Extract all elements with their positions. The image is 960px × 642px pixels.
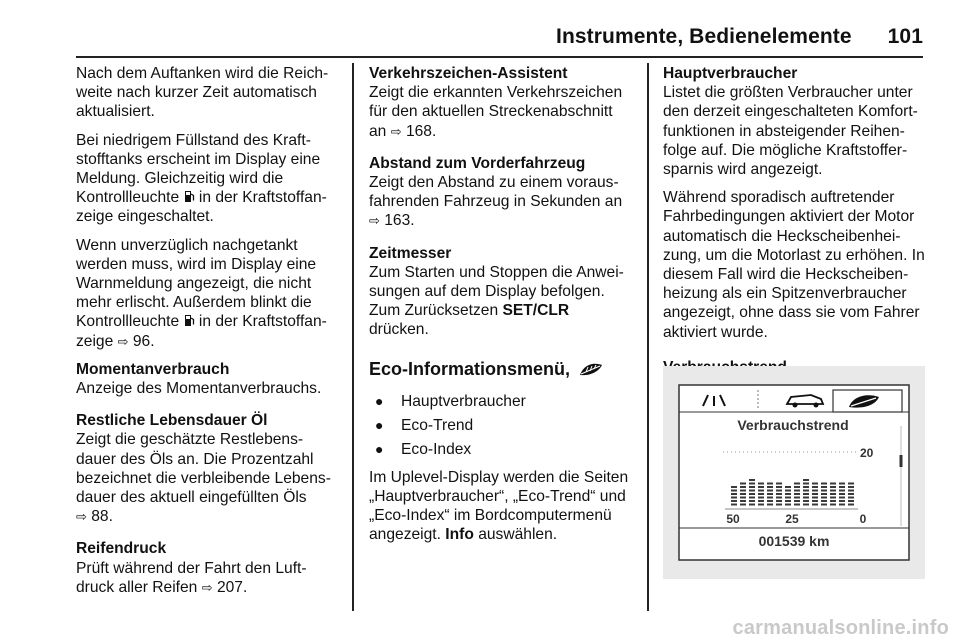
text-line	[76, 578, 346, 597]
column-separator-1	[352, 63, 354, 611]
trend-bar-segment	[830, 493, 836, 495]
trend-bar-segment	[812, 490, 818, 492]
set-clr-button-label: SET/CLR	[502, 302, 570, 320]
trend-bar-segment	[812, 497, 818, 499]
trend-bar-segment	[803, 483, 809, 485]
trend-bar-segment	[740, 493, 746, 495]
trend-bar-segment	[785, 497, 791, 499]
text-line: Zeigt den Abstand zu einem voraus-	[369, 174, 619, 192]
page-ref-link[interactable]: 207.	[216, 578, 248, 596]
trend-bar-segment	[785, 500, 791, 502]
trend-bar-segment	[758, 504, 764, 506]
header-text	[556, 25, 923, 49]
trend-bar-segment	[749, 483, 755, 485]
trend-bar-segment	[785, 490, 791, 492]
text-line: Während sporadisch auftretender	[663, 189, 895, 207]
page-ref-arrow-icon: ⇨	[390, 123, 402, 139]
info-button-label: Info	[445, 526, 474, 544]
trend-bar-segment	[749, 497, 755, 499]
text-fragment: in der Kraftstoffan-	[194, 189, 327, 207]
eco-menu-list	[369, 390, 641, 462]
trend-bar-segment	[776, 497, 782, 499]
trend-bar-segment	[776, 500, 782, 502]
list-item	[369, 414, 641, 438]
trend-bar-segment	[803, 490, 809, 492]
trend-bar-segment	[767, 497, 773, 499]
eco-menu-title: Eco-Informationsmenü,	[369, 358, 571, 379]
trend-bar-segment	[839, 500, 845, 502]
section-heading: Momentanverbrauch	[76, 360, 230, 378]
trend-bar-segment	[749, 500, 755, 502]
chart-y-label: 20	[860, 446, 874, 460]
text-line: Bei niedrigem Füllstand des Kraft-	[76, 131, 311, 149]
trend-bar-segment	[767, 500, 773, 502]
trend-bar-segment	[848, 500, 854, 502]
text-line: heizung als ein Spitzenverbraucher	[663, 285, 907, 303]
bullet-icon: ●	[375, 441, 384, 458]
text-line: werden muss, wird im Display eine	[76, 255, 317, 273]
trend-bar-segment	[821, 497, 827, 499]
trend-bar-segment	[803, 493, 809, 495]
text-line: „Hauptverbraucher“, „Eco-Trend“ und	[369, 487, 626, 505]
trend-bar-segment	[749, 504, 755, 506]
list-item-label: Eco-Trend	[401, 417, 474, 435]
trend-bar-segment	[830, 504, 836, 506]
section-oil-life	[76, 411, 346, 526]
trend-bar-segment	[758, 497, 764, 499]
column-3	[663, 64, 929, 377]
column-2	[369, 64, 641, 553]
bullet-icon: ●	[375, 393, 384, 410]
section-heading: Restliche Lebensdauer Öl	[76, 412, 268, 430]
page-ref-link[interactable]: 163.	[384, 212, 415, 230]
text-line: weite nach kurzer Zeit automatisch	[76, 84, 317, 102]
trend-bar-segment	[830, 500, 836, 502]
text-line: aktiviert wurde.	[663, 323, 768, 341]
paragraph-low-fuel	[76, 131, 346, 227]
text-line: Zeigt die geschätzte Restlebens-	[76, 431, 304, 449]
trend-bar-segment	[758, 490, 764, 492]
page-header	[0, 0, 960, 58]
column-separator-2	[647, 63, 649, 611]
section-heading: Verkehrszeichen-Assistent	[369, 65, 568, 82]
trend-bar-segment	[785, 504, 791, 506]
list-item	[369, 390, 641, 414]
text-line: bezeichnet die verbleibende Lebens-	[76, 469, 331, 487]
trend-bar-segment	[776, 504, 782, 506]
trend-bar-segment	[794, 504, 800, 506]
paragraph-main-consumers-2	[663, 188, 929, 342]
trend-bar-segment	[839, 504, 845, 506]
text-line: dauer des Öls an. Die Prozentzahl	[76, 450, 314, 468]
text-line	[76, 507, 346, 526]
trend-bar-segment	[830, 497, 836, 499]
trend-bar-segment	[803, 500, 809, 502]
text-line	[76, 312, 346, 331]
trend-bar-segment	[758, 483, 764, 485]
text-line: Listet die größten Verbraucher unter	[663, 84, 913, 102]
trend-bar-segment	[749, 490, 755, 492]
trend-bar-segment	[821, 500, 827, 502]
text-line: funktionen in absteigender Reihen-	[663, 122, 905, 140]
text-line: dauer des aktuell eingefüllten Öls	[76, 489, 307, 507]
eco-menu-heading	[369, 358, 641, 380]
page-ref-arrow-icon: ⇨	[76, 509, 87, 525]
list-item-label: Eco-Index	[401, 441, 472, 459]
text-line: Fahrbedingungen aktiviert der Motor	[663, 208, 915, 226]
trend-bar-segment	[812, 504, 818, 506]
trend-bar-segment	[740, 500, 746, 502]
text-line: mehr erlischt. Außerdem blinkt die	[76, 294, 312, 312]
trend-bar-segment	[794, 500, 800, 502]
trend-bar-segment	[794, 493, 800, 495]
trend-bar-segment	[848, 504, 854, 506]
chart-x-label-0: 0	[859, 512, 867, 526]
trend-bar-segment	[776, 493, 782, 495]
text-line: automatisch die Heckscheibenhei-	[663, 227, 901, 245]
trend-bar-segment	[812, 500, 818, 502]
section-main-consumers	[663, 64, 929, 342]
section-heading: Reifendruck	[76, 540, 167, 558]
trend-bar-segment	[794, 497, 800, 499]
section-traffic-sign-assistant	[369, 64, 641, 141]
trend-bar-segment	[830, 490, 836, 492]
trend-bar-segment	[812, 483, 818, 485]
text-line: zeige eingeschaltet.	[76, 208, 214, 226]
trend-bar-segment	[848, 497, 854, 499]
screen-title: Verbrauchstrend	[737, 417, 849, 433]
column-1	[76, 64, 346, 610]
trend-bar-segment	[740, 483, 746, 485]
section-timer	[369, 244, 641, 340]
text-line: Warnmeldung angezeigt, die nicht	[76, 275, 312, 293]
trend-bar-segment	[839, 493, 845, 495]
section-heading: Zeitmesser	[369, 244, 452, 262]
page-ref-arrow-icon: ⇨	[117, 333, 129, 349]
scrollbar-thumb[interactable]	[900, 455, 903, 467]
text-line: aktualisiert.	[76, 103, 155, 121]
trend-bar-segment	[749, 486, 755, 488]
trend-bar-segment	[731, 486, 737, 488]
trend-bar-segment	[776, 490, 782, 492]
text-line	[369, 211, 641, 230]
trend-bar-segment	[848, 490, 854, 492]
trend-bar-segment	[848, 483, 854, 485]
page-ref-link[interactable]: 96.	[132, 332, 155, 350]
trend-bar-segment	[839, 497, 845, 499]
text-line: folge auf. Die mögliche Kraftstoffer-	[663, 141, 908, 159]
trend-bar-segment	[785, 486, 791, 488]
text-line: „Eco-Index“ im Bordcomputermenü	[369, 507, 612, 525]
trend-bar-segment	[830, 483, 836, 485]
page-ref-arrow-icon: ⇨	[201, 579, 213, 595]
text-line: fahrenden Fahrzeug in Sekunden an	[369, 193, 623, 211]
trend-bar-segment	[848, 486, 854, 488]
trend-bar-segment	[767, 486, 773, 488]
text-line: sungen auf dem Display befolgen.	[369, 283, 605, 301]
page-title: Instrumente, Bedienelemente	[556, 25, 852, 48]
text-line: für den aktuellen Streckenabschnitt	[369, 103, 613, 121]
page-ref-arrow-icon: ⇨	[369, 213, 380, 229]
text-line: Zum Starten und Stoppen die Anwei-	[369, 263, 624, 281]
trend-bar-segment	[821, 504, 827, 506]
trend-bar-segment	[803, 504, 809, 506]
trend-bar-segment	[812, 493, 818, 495]
text-line: drücken.	[369, 321, 429, 339]
fuel-pump-icon	[184, 314, 195, 327]
trend-bar-segment	[839, 483, 845, 485]
header-rule	[76, 56, 923, 58]
trend-bar-segment	[794, 486, 800, 488]
trend-bar-segment	[740, 490, 746, 492]
text-line: stofftanks erscheint im Display eine	[76, 150, 321, 168]
paragraph-refuel	[76, 64, 346, 122]
trend-bar-segment	[767, 504, 773, 506]
text-line: sparnis wird angezeigt.	[663, 161, 823, 179]
paragraph-main-consumers-1	[663, 83, 929, 179]
trend-bar-segment	[821, 483, 827, 485]
text-fragment: an	[369, 122, 387, 140]
text-line: Nach dem Auftanken wird die Reich-	[76, 65, 329, 82]
text-fragment: zeige	[76, 332, 114, 350]
trend-bar-segment	[848, 493, 854, 495]
text-line: Anzeige des Momentanverbrauchs.	[76, 380, 322, 398]
trend-bar-segment	[758, 500, 764, 502]
text-line: zung, um die Motorlast zu erhöhen. In	[663, 246, 925, 264]
odometer-readout: 001539 km	[758, 533, 830, 549]
trend-bar-segment	[767, 493, 773, 495]
text-line	[76, 332, 346, 351]
paragraph-refuel-warning	[76, 236, 346, 351]
section-heading: Abstand zum Vorderfahrzeug	[369, 154, 586, 172]
trend-bar-segment	[785, 493, 791, 495]
text-line: Wenn unverzüglich nachgetankt	[76, 236, 298, 254]
fuel-pump-icon	[184, 190, 195, 203]
trend-bar-segment	[740, 497, 746, 499]
trend-bar-segment	[803, 486, 809, 488]
chart-x-label-25: 25	[785, 512, 799, 526]
text-line	[369, 122, 641, 141]
watermark: carmanualsonline.info	[732, 617, 949, 639]
text-fragment: Kontrollleuchte	[76, 313, 180, 331]
section-heading: Hauptverbraucher	[663, 65, 798, 82]
text-line	[76, 188, 346, 207]
text-line: den derzeit eingeschalteten Komfort-	[663, 103, 918, 121]
list-item-label: Hauptverbraucher	[401, 393, 526, 411]
trend-bar-segment	[812, 486, 818, 488]
page-ref-link[interactable]: 168.	[405, 122, 437, 140]
bullet-icon: ●	[375, 417, 384, 434]
eco-leaf-icon	[578, 361, 604, 377]
trend-bar-segment	[731, 497, 737, 499]
trend-bar-segment	[839, 486, 845, 488]
text-line: Meldung. Gleichzeitig wird die	[76, 170, 284, 188]
trend-bar-segment	[758, 493, 764, 495]
text-fragment: auswählen.	[473, 526, 558, 544]
trend-bar-segment	[839, 490, 845, 492]
section-tire-pressure	[76, 539, 346, 597]
text-line	[369, 301, 641, 320]
text-fragment: druck aller Reifen	[76, 578, 198, 596]
list-item	[369, 438, 641, 462]
text-fragment: Kontrollleuchte	[76, 189, 180, 207]
text-line: Zeigt die erkannten Verkehrszeichen	[369, 84, 623, 102]
trend-bar-segment	[794, 490, 800, 492]
trend-bar-segment	[731, 490, 737, 492]
text-line: Im Uplevel-Display werden die Seiten	[369, 468, 629, 486]
trend-bar-segment	[767, 483, 773, 485]
display-illustration	[663, 366, 925, 579]
text-line: diesem Fall wird die Heckscheiben-	[663, 266, 909, 284]
text-fragment: angezeigt.	[369, 526, 446, 544]
trend-bar-segment	[740, 504, 746, 506]
page-number: 101	[887, 25, 923, 48]
trend-bar-segment	[731, 500, 737, 502]
trend-bar-segment	[821, 493, 827, 495]
text-line	[369, 525, 641, 544]
chart-x-label-50: 50	[726, 512, 740, 526]
text-fragment: in der Kraftstoffan-	[194, 313, 327, 331]
trend-bar-segment	[731, 504, 737, 506]
trend-bar-segment	[758, 486, 764, 488]
trend-bar-segment	[803, 497, 809, 499]
consumption-trend-screen	[663, 366, 925, 579]
trend-bar-segment	[794, 483, 800, 485]
trend-bar-segment	[803, 479, 809, 481]
paragraph-uplevel-display	[369, 468, 641, 545]
trend-bar-segment	[821, 490, 827, 492]
trend-bar-segment	[767, 490, 773, 492]
text-line: angezeigt, ohne dass sie vom Fahrer	[663, 304, 920, 322]
trend-bar-segment	[749, 479, 755, 481]
trend-bar-segment	[821, 486, 827, 488]
text-line: Prüft während der Fahrt den Luft-	[76, 559, 307, 577]
section-momentanverbrauch	[76, 360, 346, 398]
text-fragment: Zum Zurücksetzen	[369, 302, 503, 320]
trend-bar-segment	[776, 486, 782, 488]
trend-bar-segment	[740, 486, 746, 488]
page-ref-link[interactable]: 88.	[91, 508, 113, 526]
section-following-distance	[369, 154, 641, 231]
trend-bar-segment	[749, 493, 755, 495]
trend-bar-segment	[731, 493, 737, 495]
trend-bar-segment	[830, 486, 836, 488]
trend-bar-segment	[776, 483, 782, 485]
